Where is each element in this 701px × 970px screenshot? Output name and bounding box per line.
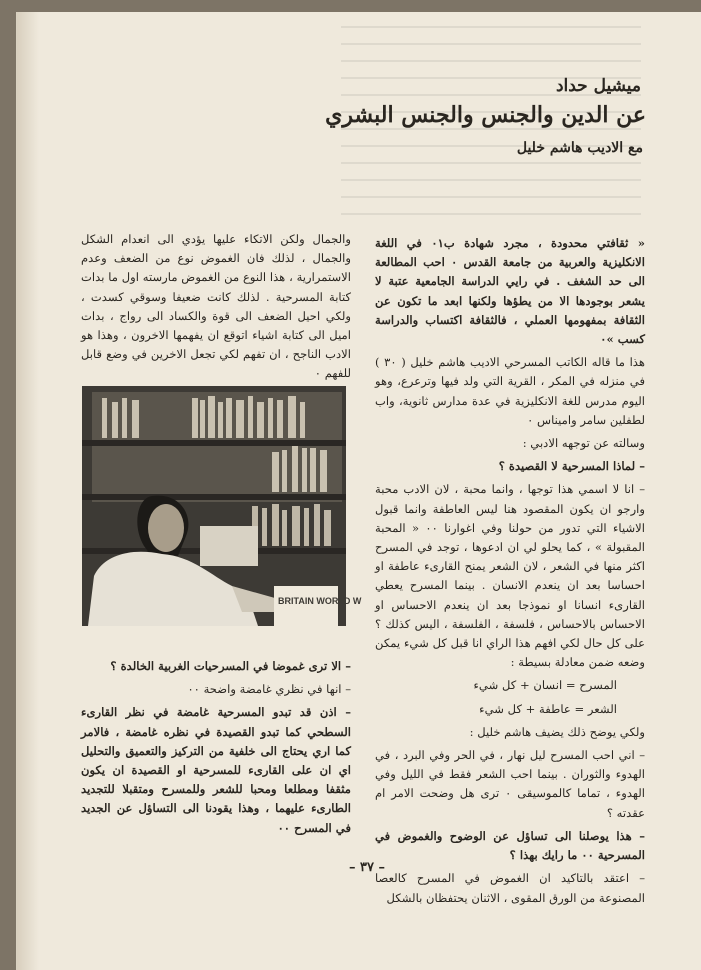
page-number: – ٣٧ – bbox=[349, 860, 386, 875]
interview-question: – الا ترى غموضا في المسرحيات الغربية الخالدة ؟ bbox=[110, 659, 351, 673]
equation-line: المسرح = انسان + كل شيء bbox=[473, 678, 617, 693]
article-author: ميشيل حداد bbox=[555, 76, 641, 96]
equation-line: الشعر = عاطفة + كل شيء bbox=[479, 701, 617, 716]
interview-answer: – انا لا اسمي هذا توجها ، وانما محبة ، لان الادب محبة وارجو ان يكون المقصود هنا ليس العاطفة وانما قبول الاشياء التي تدور من حولنا وفي اغوارنا ٠٠ « المحبة المقبولة » ، كما يحلو لي ان ادعوها ، توجد في المسرح اكثر منها في الشعر ، لان الشعر يمنح القارىء عاطفة او احساسا بعد ان ينعدم الانسان . بينما المسرح يعطي القارىء انسانا او نموذجا بعد ان ينعدم الاحساس او الاحساس بالاحساس ، فلسفة ، الفلسفة ، اليس كذلك ؟ على كل حال لكي افهم هذا الراي انا قبل كل شيء يمكن وضعه ضمن معادلة بسيطة : bbox=[375, 482, 645, 670]
photo-illustration bbox=[82, 386, 362, 626]
interview-answer: – اني احب المسرح ليل نهار ، في الحر وفي البرد ، في الهدوء والثوران . بينما احب الشعر فقط في الليل وفي الهدوء ، تماما كالموسيقى ٠ ترى هل وضحت الامر ام عقدته ؟ bbox=[375, 748, 645, 820]
left-column-top bbox=[81, 230, 351, 388]
interview-answer: والجمال ولكن الاتكاء عليها يؤدي الى انعدام الشكل والجمال ، لذلك فان الغموض نوع من الضعف وعدم الاستمرارية ، هذا النوع من الغموض مارسته اول ما بدات كتابة المسرحية . لذلك كانت ضعيفا وسوقي كسدت ، ولكي احيل الضعف الى قوة والكساد الى رواج ، بدات اميل الى كتابة اشياء اتوقع ان يفهمها الاخرون ، وهذا هو الادب الناجح ، ان تفهم لكي تجعل الاخرين في وضع قابل للفهم ٠ bbox=[81, 232, 351, 381]
article-subtitle: مع الاديب هاشم خليل bbox=[516, 140, 643, 156]
interview-question: – هذا يوصلنا الى تساؤل عن الوضوح والغموض في المسرحية ٠٠ ما رايك بهذا ؟ bbox=[375, 828, 645, 863]
right-column bbox=[375, 234, 645, 912]
page-gutter bbox=[17, 12, 39, 970]
paragraph: وسالته عن توجهه الادبي : bbox=[522, 436, 645, 451]
left-column-bottom bbox=[81, 657, 351, 842]
author-photo bbox=[82, 386, 362, 626]
book-spine-text: BRITAIN WORLD W bbox=[278, 596, 362, 606]
paragraph: هذا ما قاله الكاتب المسرحي الاديب هاشم خليل ( ٣٠ ) في منزله في المكر ، القرية التي ولد فيها وترعرع، وهو اليوم مدرس للغة الانكليزية في عدة مدارس ثانوية، واب لطفلين سامر واميناس ٠ bbox=[375, 355, 645, 427]
paragraph: ولكي يوضح ذلك يضيف هاشم خليل : bbox=[469, 724, 645, 739]
interview-answer: – اعتقد بالتاكيد ان الغموض في المسرح كالعصا المصنوعة من الورق المقوى ، الاثنان يحتفظان بالشكل bbox=[375, 871, 645, 905]
interview-question: – اذن قد تبدو المسرحية غامضة في نظر القارىء السطحي كما تبدو القصيدة في نظره غامضة ، فالامر كما اري يحتاج الى خلفية من التركيز والتعميق والتحليل اي ان على القارىء للمسرحية او القصيدة ان يكون مثقفا ومطلعا ومحبا للشعر وللمسرح ومتقبلا للتجديد الطارىء عليهما ، وهذا يقودنا الى التساؤل عن الجديد في المسرح ٠٠ bbox=[81, 705, 351, 835]
interview-answer: – انها في نظري غامضة واضحة ٠٠ bbox=[187, 682, 351, 697]
interview-question: – لماذا المسرحية لا القصيدة ؟ bbox=[498, 459, 645, 474]
article-title: عن الدين والجنس والجنس البشري bbox=[325, 102, 646, 128]
intro-quote: « ثقافتي محدودة ، مجرد شهادة ب٠١ في اللغة الانكليزية والعربية من جامعة القدس ٠ احب المطالعة الى حد الشغف . في رايي الدراسة الجامعية عتبة لا يشعر بوجودها الا من يطؤها ولكنها ابعد ما تكون عن الثقافة بمفهومها العملي ، فالثقافة اكتساب والدراسة كسب »٠ bbox=[375, 236, 645, 347]
